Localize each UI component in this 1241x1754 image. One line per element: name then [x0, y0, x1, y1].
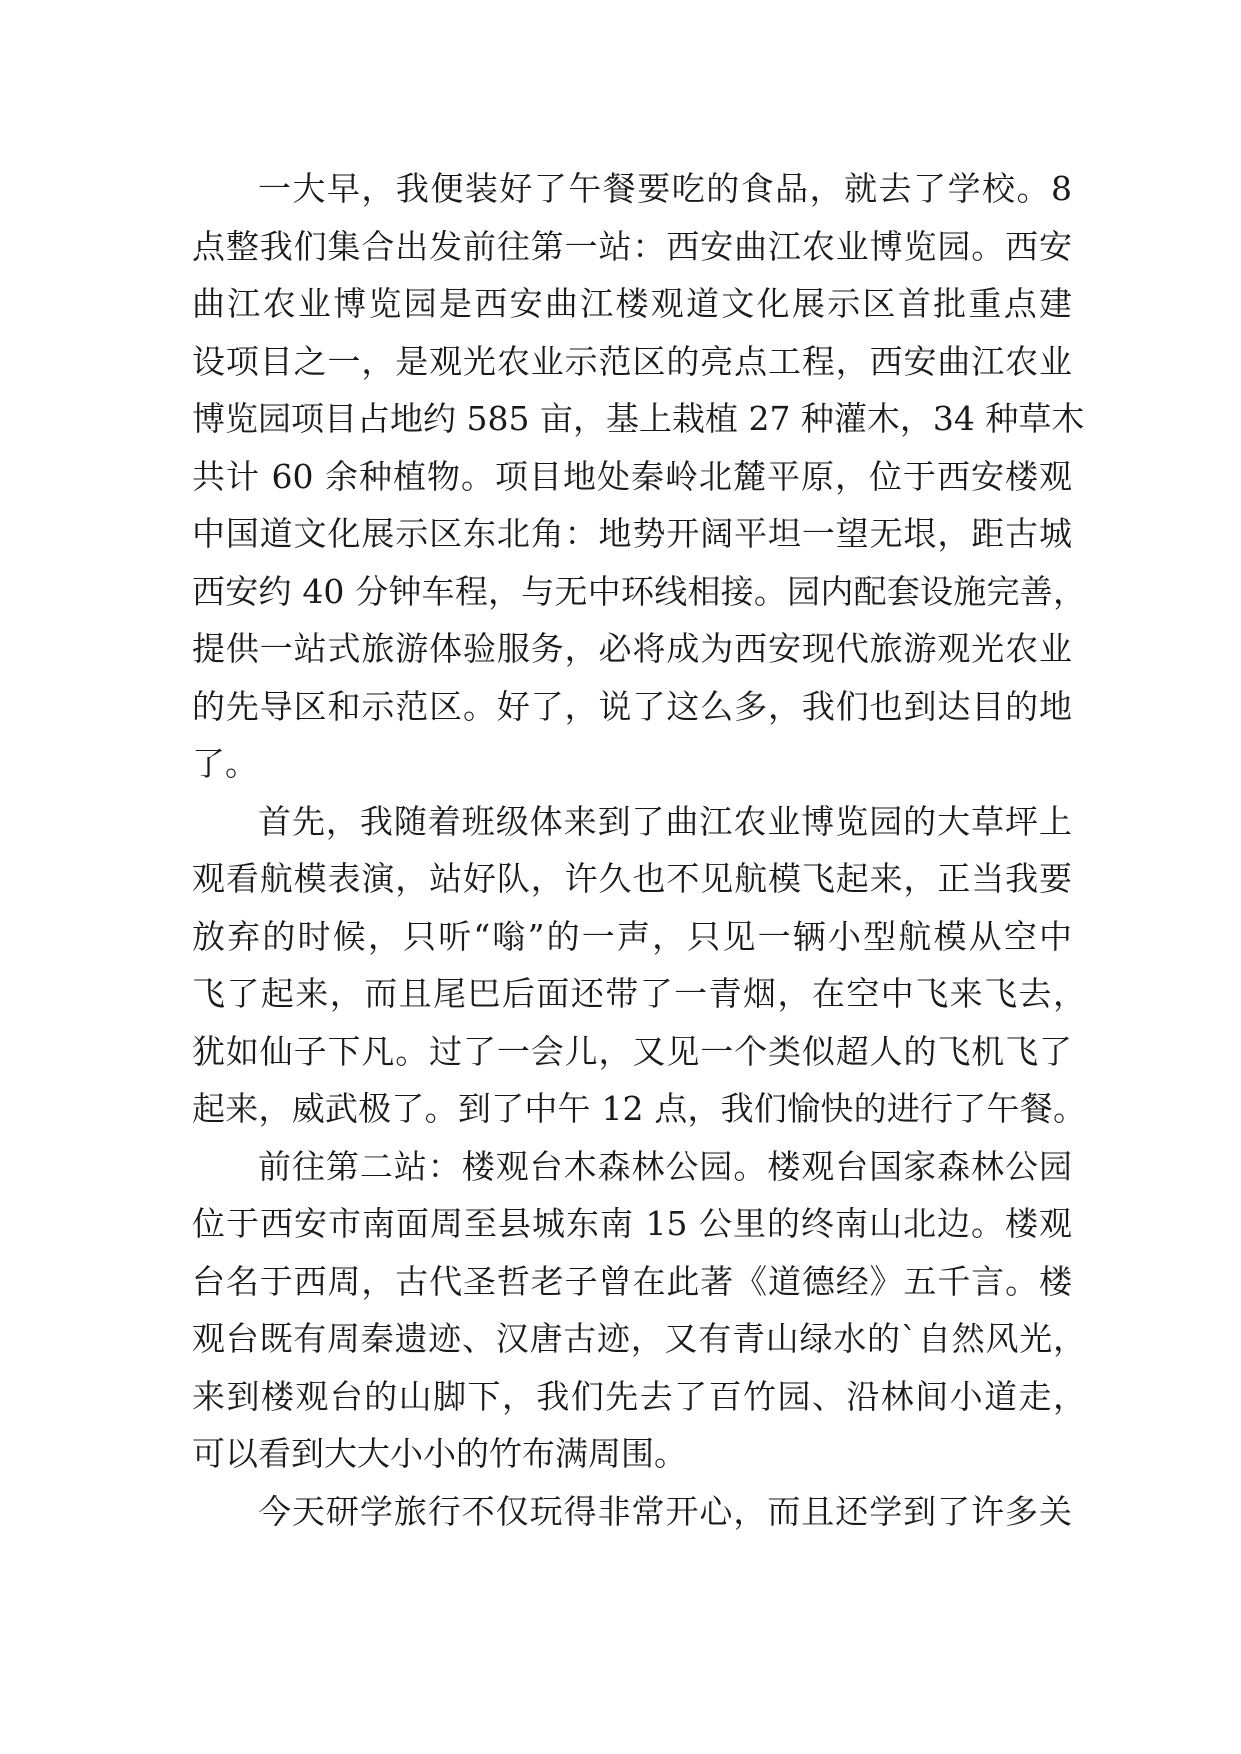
paragraph-1-line-9: 提供一站式旅游体验服务，必将成为西安现代旅游观光农业 — [192, 629, 1072, 668]
paragraph-2-line-5: 犹如仙子下凡。过了一会儿，又见一个类似超人的飞机飞了 — [192, 1031, 1072, 1071]
paragraph-1-line-7: 中国道文化展示区东北角：地势开阔平坦一望无垠，距古城 — [192, 514, 1072, 553]
paragraph-2-line-2: 观看航模表演，站好队，许久也不见航模飞起来，正当我要 — [192, 859, 1072, 898]
paragraph-1-line-11: 了。 — [192, 744, 258, 783]
paragraph-3-line-5: 来到楼观台的山脚下，我们先去了百竹园、沿林间小道走， — [192, 1376, 1086, 1416]
paragraph-2-line-6: 起来，威武极了。到了中午 12 点，我们愉快的进行了午餐。 — [192, 1089, 1086, 1128]
paragraph-3-line-4: 观台既有周秦遗迹、汉唐古迹，又有青山绿水的`自然风光， — [192, 1319, 1086, 1358]
paragraph-1-line-4: 设项目之一，是观光农业示范区的亮点工程，西安曲江农业 — [192, 341, 1072, 381]
paragraph-3-line-3: 台名于西周，古代圣哲老子曾在此著《道德经》五千言。楼 — [192, 1261, 1072, 1301]
paragraph-1-line-8: 西安约 40 分钟车程，与无中环线相接。园内配套设施完善， — [192, 571, 1086, 611]
paragraph-1-line-5: 博览园项目占地约 585 亩，基上栽植 27 种灌木，34 种草木 — [192, 399, 1085, 438]
paragraph-2-line-1: 首先，我随着班级体来到了曲江农业博览园的大草坪上 — [258, 801, 1072, 841]
paragraph-1-line-1: 一大早，我便装好了午餐要吃的食品，就去了学校。8 — [258, 169, 1072, 208]
paragraph-1-line-3: 曲江农业博览园是西安曲江楼观道文化展示区首批重点建 — [192, 284, 1072, 323]
paragraph-1-line-2: 点整我们集合出发前往第一站：西安曲江农业博览园。西安 — [192, 226, 1072, 266]
paragraph-2-line-4: 飞了起来，而且尾巴后面还带了一青烟，在空中飞来飞去， — [192, 974, 1086, 1013]
paragraph-2-line-3: 放弃的时候，只听“嗡”的一声，只见一辆小型航模从空中 — [192, 916, 1072, 956]
paragraph-3-line-2: 位于西安市南面周至县城东南 15 公里的终南山北边。楼观 — [192, 1204, 1072, 1243]
paragraph-4-line-1: 今天研学旅行不仅玩得非常开心，而且还学到了许多关 — [258, 1491, 1072, 1531]
paragraph-1-line-6: 共计 60 余种植物。项目地处秦岭北麓平原，位于西安楼观 — [192, 456, 1072, 496]
document-body — [192, 160, 1086, 1540]
paragraph-1-line-10: 的先导区和示范区。好了，说了这么多，我们也到达目的地 — [192, 686, 1072, 726]
paragraph-3-line-6: 可以看到大大小小的竹布满周围。 — [192, 1434, 687, 1473]
paragraph-3-line-1: 前往第二站：楼观台木森林公园。楼观台国家森林公园 — [258, 1146, 1072, 1186]
